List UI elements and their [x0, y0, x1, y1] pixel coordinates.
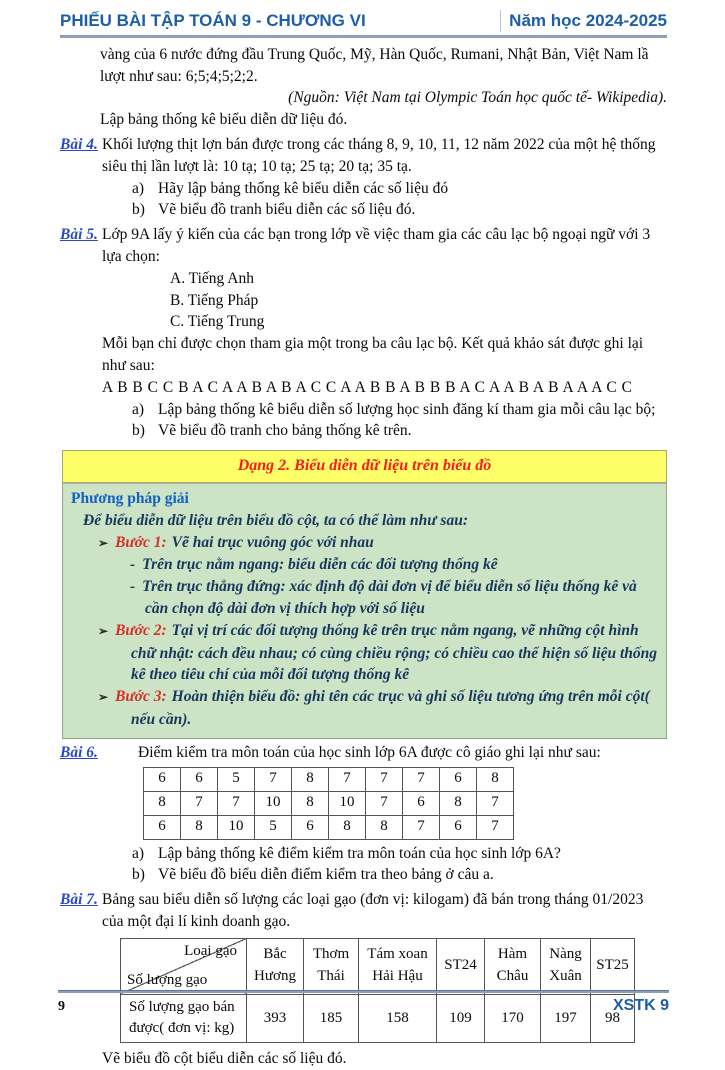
source-note: (Nguồn: Việt Nam tại Olympic Toán học quốc tế- Wikipedia). [288, 89, 667, 107]
exercise-body [138, 742, 667, 764]
exercise-body [102, 134, 667, 221]
score-cell: 6 [440, 767, 477, 791]
exercise-text: Bảng sau biểu diễn số lượng các loại gạo (đơn vị: kilogam) đã bán trong tháng 01/2023 của một đại lí kinh doanh gạo. [102, 891, 644, 930]
score-cell: 6 [292, 815, 329, 839]
value-cell: 393 [247, 994, 304, 1043]
value-cell: 185 [304, 994, 359, 1043]
choice-option-c: C. Tiếng Trung [170, 313, 265, 331]
item-marker: a) [132, 179, 145, 197]
score-cell: 7 [366, 791, 403, 815]
survey-sequence: A B B C C B A C A A B A B A C C A A B B A B B B A C A A B A B A A A C C [102, 378, 633, 396]
value-cell: 109 [437, 994, 485, 1043]
method-intro: Để biểu diễn dữ liệu trên biểu đồ cột, ta có thể làm như sau: [83, 511, 468, 529]
score-cell: 7 [403, 767, 440, 791]
method-substep [71, 576, 658, 620]
step-text: Hoàn thiện biểu đồ: ghi tên các trục và ghi số liệu tương ứng trên mỗi cột( nếu cần). [131, 688, 650, 728]
list-item [132, 843, 667, 865]
column-header: Thơm Thái [304, 938, 359, 994]
score-cell: 10 [329, 791, 366, 815]
exercise-bai6 [60, 742, 667, 764]
method-box [62, 483, 667, 739]
header-divider [500, 10, 501, 32]
table-row [144, 791, 514, 815]
exercise-bai5 [60, 224, 667, 442]
section-title-banner [62, 450, 667, 483]
score-cell: 7 [403, 815, 440, 839]
score-cell: 8 [366, 815, 403, 839]
score-cell: 7 [477, 791, 514, 815]
list-item [132, 199, 667, 221]
step-text: Tại vị trí các đối tượng thống kê trên trục nằm ngang, vẽ những cột hình chữ nhật: cách đều nhau; có cùng chiều rộng; có chiều cao thể hiện số liệu thống kê theo tiêu chí của mỗi đối tượng thống kê [131, 621, 658, 684]
arrow-bullet-icon: ➢ [98, 690, 109, 705]
row-label-cell: Số lượng gạo bán được( đơn vị: kg) [121, 994, 247, 1043]
item-marker: a) [132, 400, 145, 418]
score-cell: 6 [181, 767, 218, 791]
item-text: Vẽ biểu đồ tranh biểu diễn các số liệu đó. [158, 201, 416, 219]
arrow-bullet-icon: ➢ [98, 535, 109, 550]
intro-followup: Lập bảng thống kê biểu diễn dữ liệu đó. [100, 111, 348, 129]
footer-row [58, 995, 669, 1018]
step-label: Bước 3: [115, 688, 167, 706]
score-cell: 7 [218, 791, 255, 815]
dash-bullet-icon: - [130, 556, 136, 574]
list-item [132, 178, 667, 200]
score-cell: 8 [440, 791, 477, 815]
exercise-text: Lớp 9A lấy ý kiến của các bạn trong lớp về việc tham gia các câu lạc bộ ngoại ngữ với 3 lựa chọn: [102, 226, 651, 265]
score-cell: 6 [144, 815, 181, 839]
score-cell: 10 [255, 791, 292, 815]
page-footer [58, 990, 669, 1018]
footer-divider [58, 990, 669, 993]
step-label: Bước 1: [115, 533, 167, 551]
score-cell: 7 [477, 815, 514, 839]
exercise-bai6-items [60, 843, 667, 887]
item-text: Hãy lập bảng thống kê biểu diễn các số liệu đó [158, 179, 449, 197]
item-text: Lập bảng thống kê biểu diễn số lượng học sinh đăng kí tham gia mỗi câu lạc bộ; [158, 400, 656, 418]
score-cell: 8 [292, 767, 329, 791]
exercise-outro: Vẽ biểu đồ cột biểu diễn các số liệu đó. [102, 1050, 347, 1068]
exercise-label: Bài 4. [60, 135, 98, 153]
score-cell: 7 [366, 767, 403, 791]
score-cell: 8 [144, 791, 181, 815]
exercise-text: Điểm kiểm tra môn toán của học sinh lớp 6A được cô giáo ghi lại như sau: [138, 743, 601, 761]
spacer [60, 843, 102, 887]
value-cell: 170 [485, 994, 541, 1043]
corner-label-top: Loại gạo [184, 942, 237, 959]
score-cell: 7 [329, 767, 366, 791]
score-cell: 8 [477, 767, 514, 791]
score-cell: 5 [255, 815, 292, 839]
section-title: Dạng 2. Biểu diễn dữ liệu trên biểu đồ [237, 457, 492, 475]
item-text: Vẽ biểu đồ tranh cho bảng thống kê trên. [158, 422, 412, 440]
column-header: Tám xoan Hải Hậu [359, 938, 437, 994]
score-cell: 8 [292, 791, 329, 815]
score-cell: 6 [440, 815, 477, 839]
method-step-2 [71, 620, 658, 686]
score-cell: 7 [255, 767, 292, 791]
table-row [144, 767, 514, 791]
item-marker: b) [132, 422, 145, 440]
score-cell: 5 [218, 767, 255, 791]
column-header: ST24 [437, 938, 485, 994]
score-cell: 8 [329, 815, 366, 839]
step-label: Bước 2: [115, 621, 167, 639]
score-cell: 7 [181, 791, 218, 815]
item-marker: b) [132, 866, 145, 884]
list-item [132, 864, 667, 886]
scores-table [143, 767, 514, 840]
item-marker: b) [132, 201, 145, 219]
exercise-label: Bài 7. [60, 891, 98, 909]
exercise-label: Bài 6. [60, 743, 98, 761]
corner-label-bottom: Số lượng gạo [127, 971, 208, 988]
exercise-body [102, 224, 667, 442]
step-text: Vẽ hai trục vuông góc với nhau [171, 533, 374, 551]
score-cell: 6 [144, 767, 181, 791]
footer-brand: XSTK 9 [612, 997, 669, 1015]
exercise-bai4 [60, 134, 667, 221]
score-cell: 6 [403, 791, 440, 815]
dash-bullet-icon: - [130, 578, 136, 596]
value-cell: 197 [541, 994, 591, 1043]
column-header: Nàng Xuân [541, 938, 591, 994]
header-title: PHIẾU BÀI TẬP TOÁN 9 - CHƯƠNG VI [60, 11, 366, 30]
column-header: Bắc Hương [247, 938, 304, 994]
list-item [132, 399, 667, 421]
value-cell: 158 [359, 994, 437, 1043]
substep-text: Trên trục nằm ngang: biểu diễn các đối tượng thống kê [142, 556, 498, 574]
score-cell: 10 [218, 815, 255, 839]
exercise-body [102, 889, 667, 1070]
value-cell: 98 [591, 994, 635, 1043]
arrow-bullet-icon: ➢ [98, 623, 109, 638]
exercise-body [102, 843, 667, 887]
table-row [144, 815, 514, 839]
method-title: Phương pháp giải [71, 489, 189, 507]
intro-paragraph: vàng của 6 nước đứng đầu Trung Quốc, Mỹ, Hàn Quốc, Rumani, Nhật Bản, Việt Nam lầ lượt như sau: 6;5;4;5;2;2. [100, 45, 649, 85]
method-substep [71, 554, 658, 576]
survey-note: Mỗi bạn chỉ được chọn tham gia một trong ba câu lạc bộ. Kết quả khảo sát được ghi lại như sau: [102, 335, 644, 374]
list-item [132, 420, 667, 442]
page-header [60, 10, 667, 38]
method-step-3 [71, 686, 658, 731]
method-step-1 [71, 532, 658, 555]
item-text: Vẽ biểu đồ biểu diễn điểm kiểm tra theo bảng ở câu a. [158, 866, 494, 884]
exercise-label: Bài 5. [60, 226, 98, 244]
column-header: ST25 [591, 938, 635, 994]
table-header-row [121, 938, 635, 994]
page-number: 9 [58, 999, 65, 1015]
exercise-text: Khối lượng thịt lợn bán được trong các tháng 8, 9, 10, 11, 12 năm 2022 của một hệ thống siêu thị lần lượt là: 10 tạ; 10 tạ; 25 tạ; 20 tạ; 35 tạ. [102, 135, 656, 175]
column-header: Hàm Châu [485, 938, 541, 994]
exercise-bai7 [60, 889, 667, 1070]
substep-text: Trên trục thẳng đứng: xác định độ dài đơn vị để biểu diễn số liệu thống kê và cần chọn độ dài đơn vị thích hợp với số liệu [142, 578, 637, 617]
item-marker: a) [132, 844, 145, 862]
choice-option-a: A. Tiếng Anh [170, 269, 254, 287]
choice-option-b: B. Tiếng Pháp [170, 291, 259, 309]
item-text: Lập bảng thống kê điểm kiểm tra môn toán của học sinh lớp 6A? [158, 844, 561, 862]
diagonal-header-cell [121, 938, 247, 994]
header-school-year: Năm học 2024-2025 [509, 11, 667, 30]
score-cell: 8 [181, 815, 218, 839]
